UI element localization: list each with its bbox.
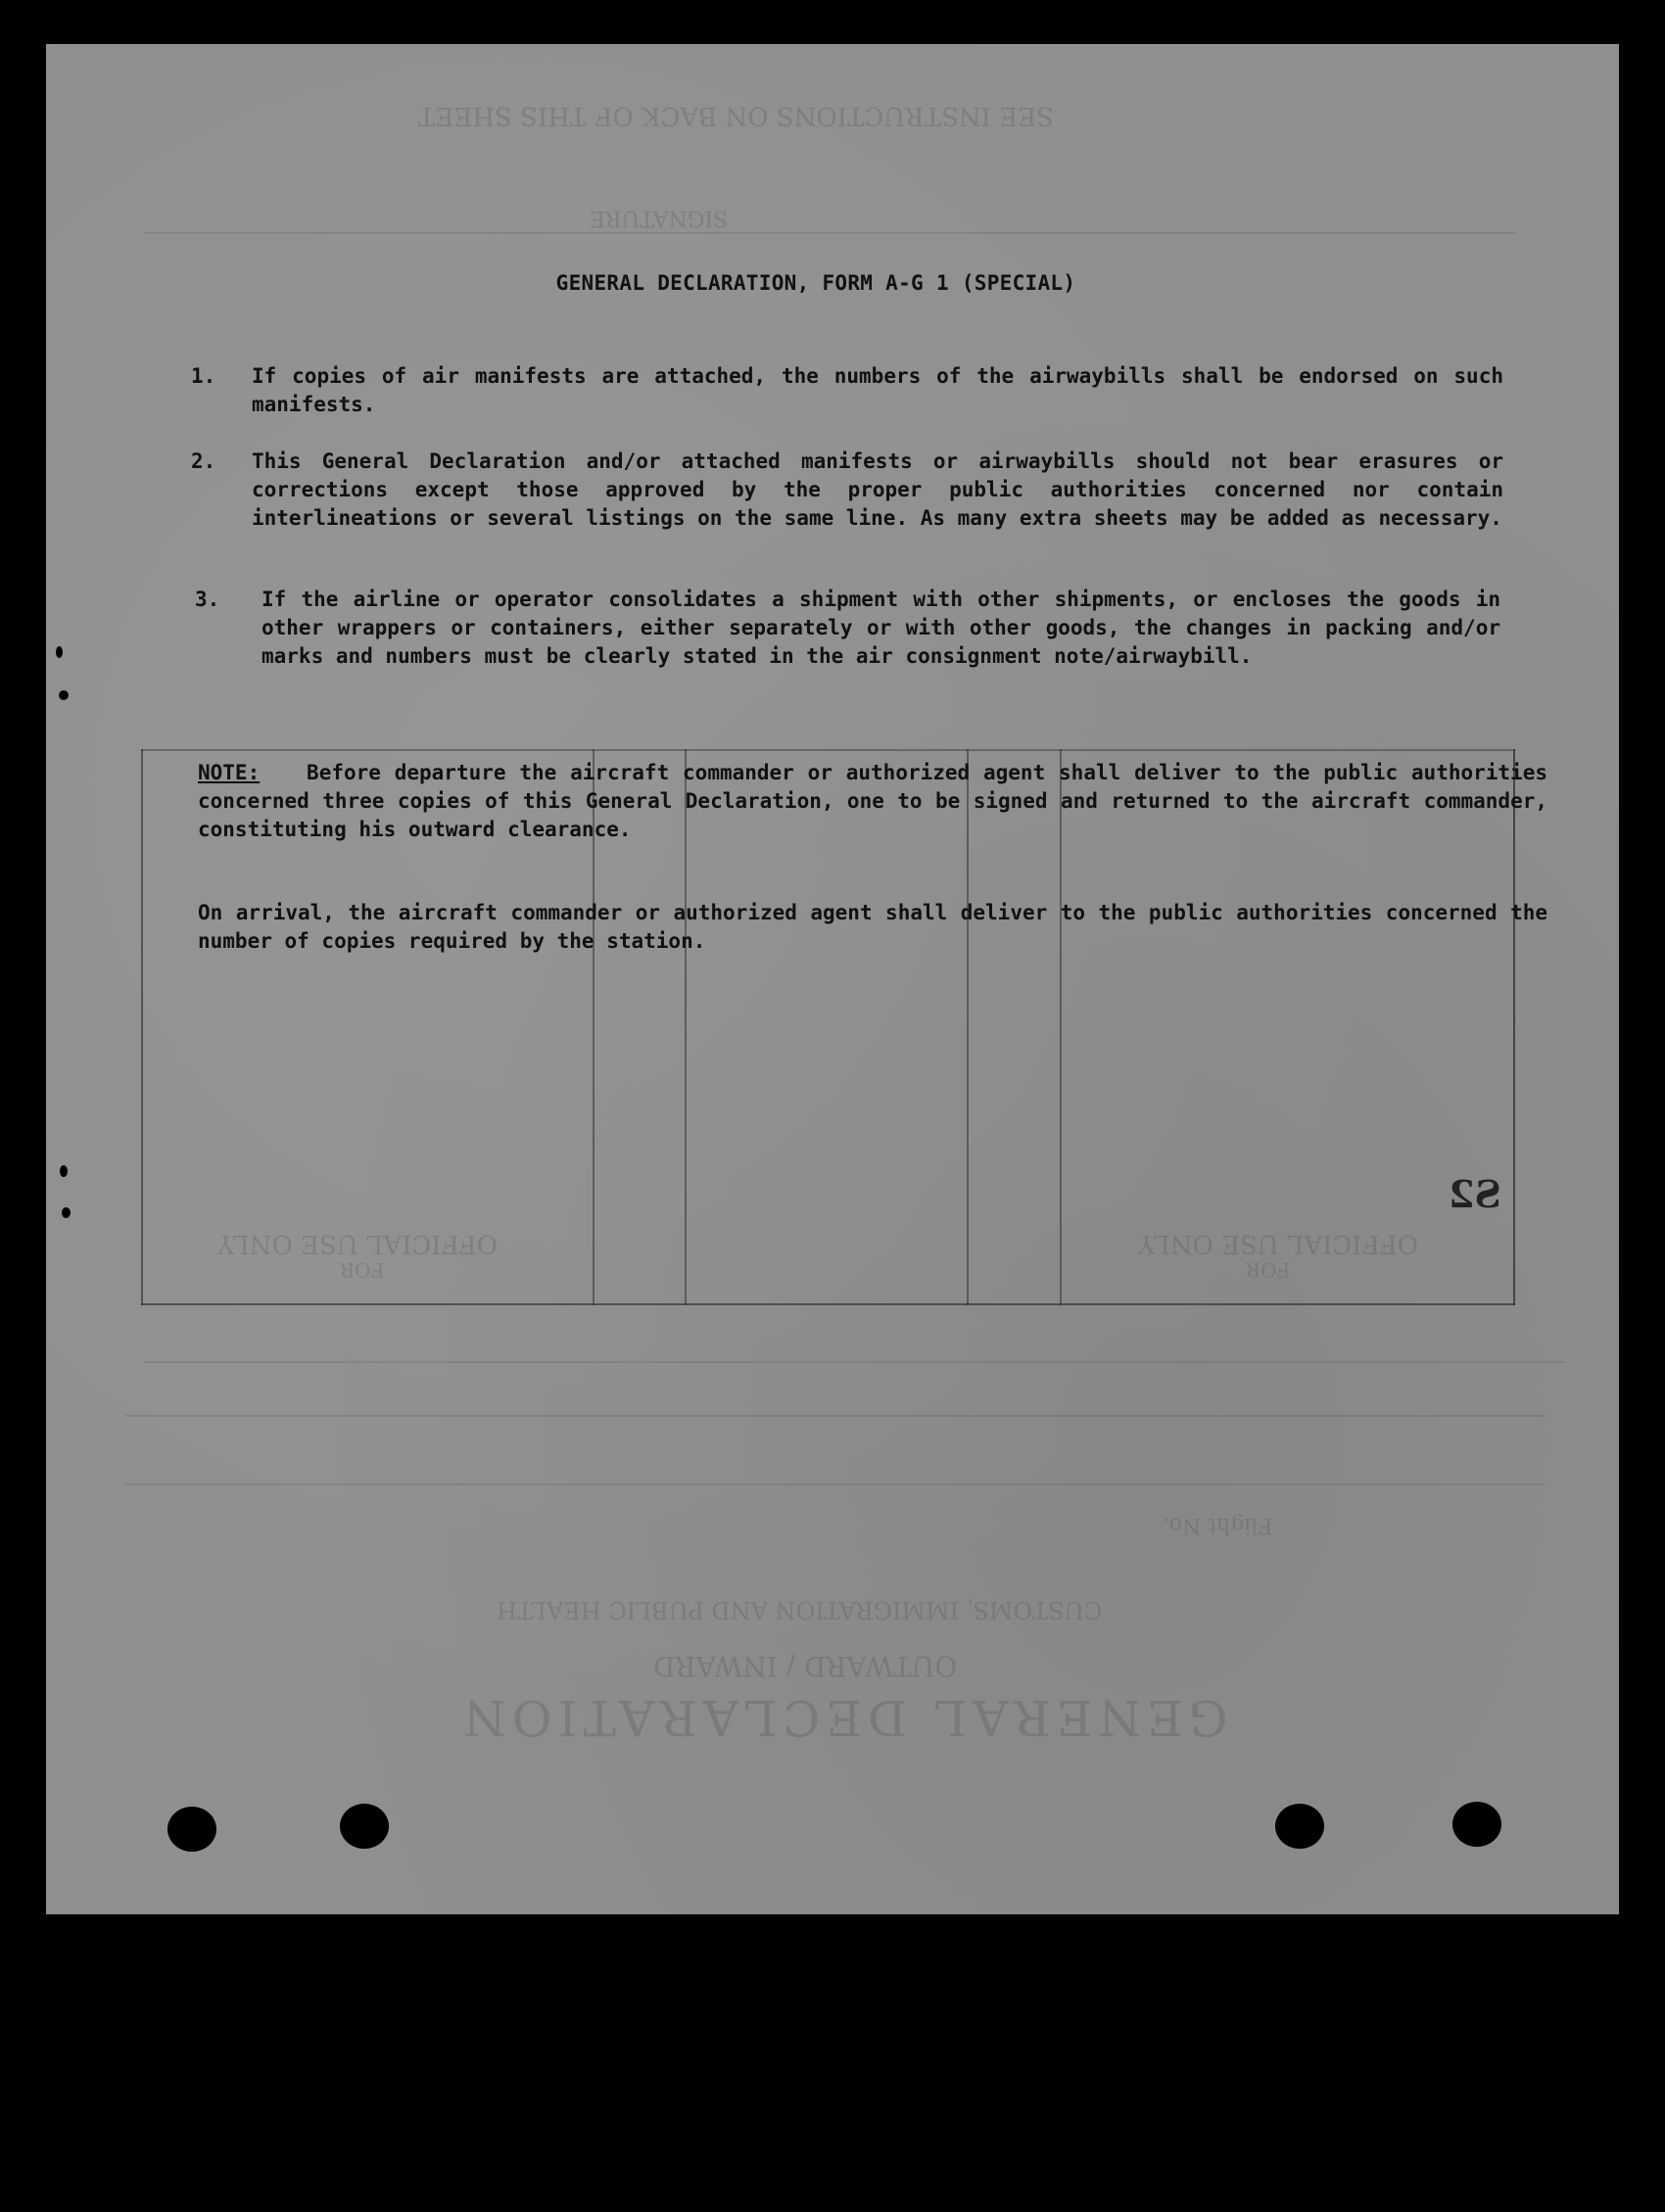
- instruction-item-2: [191, 447, 1543, 565]
- box-top-border: [141, 749, 1515, 751]
- edge-speck: [60, 1165, 68, 1177]
- punch-hole: [1275, 1804, 1324, 1849]
- bleed-through-for-right: FOR: [1246, 1258, 1291, 1282]
- note-paragraph-1-text: Before departure the aircraft commander or authorized agent shall deliver to the public authorities concerned three copies of this General Declaration, one to be signed and returned to the aircraft commander, constituting his outward clearance.: [198, 761, 1547, 841]
- instruction-item-3: [195, 586, 1546, 703]
- bleed-through-flight-no: Flight No.: [1163, 1513, 1273, 1537]
- bleed-through-rule: [124, 1483, 1545, 1485]
- bleed-through-customs-line: CUSTOMS, IMMIGRATION AND PUBLIC HEALTH: [497, 1596, 1103, 1624]
- item-number: 1.: [191, 364, 216, 388]
- punch-hole: [167, 1807, 216, 1852]
- edge-speck: [59, 690, 69, 700]
- document-page: [46, 44, 1619, 1914]
- bleed-through-heading: GENERAL DECLARATION: [457, 1689, 1228, 1746]
- item-text: If the airline or operator consolidates a shipment with other shipments, or encloses the goods in other wrappers or containers, either separately or with other goods, the changes in packing and/or marks and numbers must be clearly stated in the air consignment note/airwaybill.: [262, 588, 1500, 668]
- bleed-through-signature: SIGNATURE: [590, 206, 729, 230]
- document-title: GENERAL DECLARATION, FORM A-G 1 (SPECIAL): [555, 271, 1076, 295]
- bleed-through-outward-inward: OUTWARD / INWARD: [653, 1650, 958, 1682]
- box-left-border: [141, 749, 143, 1305]
- item-text: This General Declaration and/or attached manifests or airwaybills should not bear erasures or corrections except those approved by the proper public authorities concerned nor contain interlineations or several listings on the same line. As many extra sheets may be added as necessary.: [252, 449, 1503, 530]
- bleed-through-instructions: SEE INSTRUCTIONS ON BACK OF THIS SHEET: [418, 101, 1054, 130]
- item-text: If copies of air manifests are attached, the numbers of the airwaybills shall be endorsed on such manifests.: [252, 364, 1503, 416]
- punch-hole: [1452, 1802, 1501, 1847]
- note-paragraph-1: [198, 759, 1547, 844]
- bleed-through-official-use-right: OFFICIAL USE ONLY: [1138, 1229, 1418, 1258]
- item-number: 3.: [195, 588, 220, 611]
- instruction-item-1: [191, 362, 1543, 421]
- bleed-through-for-left: FOR: [340, 1258, 385, 1282]
- edge-speck: [62, 1207, 71, 1218]
- punch-hole: [340, 1804, 389, 1849]
- item-number: 2.: [191, 449, 216, 473]
- bleed-through-rule: [124, 1415, 1545, 1417]
- note-paragraph-2-text: On arrival, the aircraft commander or authorized agent shall deliver to the public authorities concerned the number of copies required by the station.: [198, 901, 1547, 953]
- bleed-through-rule: [144, 1361, 1564, 1363]
- note-paragraph-2: [198, 899, 1547, 956]
- note-label: NOTE:: [198, 761, 261, 784]
- bleed-through-rule: [144, 232, 1515, 234]
- edge-speck: [56, 646, 63, 658]
- box-bottom-border: [141, 1303, 1515, 1305]
- handwritten-mark: S2: [1449, 1172, 1501, 1216]
- bleed-through-official-use-left: OFFICIAL USE ONLY: [217, 1229, 498, 1258]
